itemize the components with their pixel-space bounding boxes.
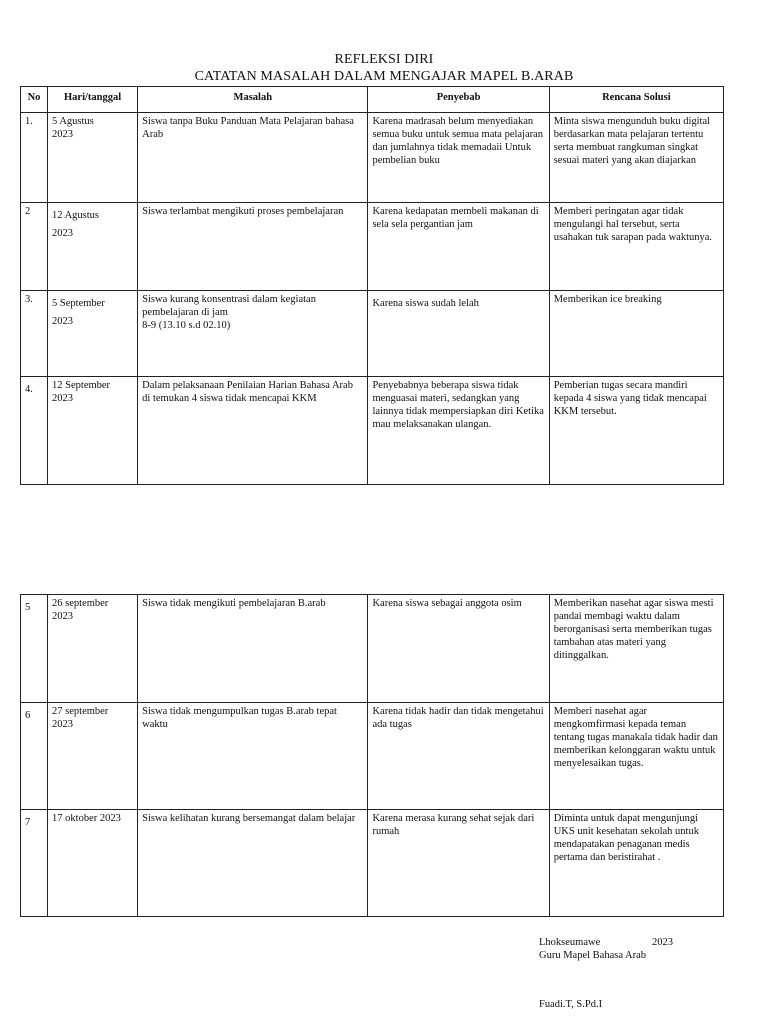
row-date-day: 12 September xyxy=(52,380,111,391)
table-row xyxy=(21,810,724,917)
row-solusi: Memberi peringatan agar tidak mengulangi hal tersebut, serta usahakan tuk sarapan pada waktunya. xyxy=(549,203,723,291)
column-header-penyebab: Penyebab xyxy=(368,87,549,113)
row-date-year: 2023 xyxy=(52,129,74,140)
row-masalah: Siswa kelihatan kurang bersemangat dalam belajar xyxy=(138,810,368,917)
row-date xyxy=(48,203,138,291)
signature-role: Guru Mapel Bahasa Arab xyxy=(539,950,647,961)
row-penyebab: Karena tidak hadir dan tidak mengetahui ada tugas xyxy=(368,703,549,810)
row-solusi: Memberikan ice breaking xyxy=(549,291,723,377)
row-date-day: 5 Agustus xyxy=(52,116,94,127)
row-date: 17 oktober 2023 xyxy=(48,810,138,917)
row-solusi: Diminta untuk dapat mengunjungi UKS unit kesehatan sekolah untuk mendapatakan penaganan medis pertama dan beristirahat . xyxy=(549,810,723,917)
row-solusi: Memberikan nasehat agar siswa mesti pandai membagi waktu dalam berorganisasi serta memberikan tugas tambahan atas materi yang ditinggalkan. xyxy=(549,595,723,703)
table-row xyxy=(21,113,724,203)
row-date xyxy=(48,377,138,485)
reflection-table-continued xyxy=(20,594,724,917)
table-row xyxy=(21,291,724,377)
row-date-year: 2023 xyxy=(52,228,74,239)
row-number-text: 5 xyxy=(25,602,31,613)
row-date-year: 2023 xyxy=(52,316,74,327)
row-solusi: Minta siswa mengunduh buku digital berdasarkan mata pelajaran tertentu serta membuat rangkuman singkat sesuai materi yang akan diajarkan xyxy=(549,113,723,203)
signature-place: Lhokseumawe xyxy=(539,937,601,948)
row-number-text: 4. xyxy=(25,384,33,395)
table-header-row xyxy=(21,87,724,113)
column-header-solusi: Rencana Solusi xyxy=(549,87,723,113)
row-number xyxy=(21,377,48,485)
row-date-day: 27 september xyxy=(52,706,109,717)
row-number xyxy=(21,703,48,810)
row-number: 3. xyxy=(21,291,48,377)
row-date-day: 12 Agustus xyxy=(52,210,99,221)
signature-year: 2023 xyxy=(652,937,673,948)
row-masalah: Siswa tidak mengumpulkan tugas B.arab tepat waktu xyxy=(138,703,368,810)
row-penyebab: Karena madrasah belum menyediakan semua buku untuk semua mata pelajaran dan jumlahnya tidak memadaii Untuk pembelian buku xyxy=(368,113,549,203)
row-date xyxy=(48,703,138,810)
reflection-table xyxy=(20,86,724,485)
row-masalah-text: Siswa kurang konsentrasi dalam kegiatan pembelajaran di jam xyxy=(142,294,316,318)
row-date-year: 2023 xyxy=(52,719,74,730)
table-row xyxy=(21,595,724,703)
column-header-date: Hari/tanggal xyxy=(48,87,138,113)
row-date-day: 5 September xyxy=(52,298,105,309)
row-penyebab: Karena merasa kurang sehat sejak dari rumah xyxy=(368,810,549,917)
row-number-text: 7 xyxy=(25,817,31,828)
signature-name: Fuadi.T, S.Pd.I xyxy=(539,999,603,1010)
row-masalah: Siswa terlambat mengikuti proses pembelajaran xyxy=(138,203,368,291)
row-date xyxy=(48,595,138,703)
row-penyebab: Karena kedapatan membeli makanan di sela sela pergantian jam xyxy=(368,203,549,291)
table-row xyxy=(21,377,724,485)
column-header-masalah: Masalah xyxy=(138,87,368,113)
row-solusi: Memberi nasehat agar mengkomfirmasi kepada teman tentang tugas manakala tidak hadir dan memberikan kelonggaran waktu untuk menyelesaikan tugas. xyxy=(549,703,723,810)
row-number-text: 6 xyxy=(25,710,31,721)
document-subtitle: CATATAN MASALAH DALAM MENGAJAR MAPEL B.ARAB xyxy=(194,69,574,84)
row-masalah: Siswa tidak mengikuti pembelajaran B.arab xyxy=(138,595,368,703)
row-masalah-time: 8-9 (13.10 s.d 02.10) xyxy=(142,320,231,331)
row-penyebab xyxy=(368,291,549,377)
row-date xyxy=(48,113,138,203)
table-row xyxy=(21,203,724,291)
row-number: 1. xyxy=(21,113,48,203)
row-number xyxy=(21,810,48,917)
row-masalah: Siswa tanpa Buku Panduan Mata Pelajaran bahasa Arab xyxy=(138,113,368,203)
column-header-no: No xyxy=(21,87,48,113)
row-masalah: Dalam pelaksanaan Penilaian Harian Bahasa Arab di temukan 4 siswa tidak mencapai KKM xyxy=(138,377,368,485)
row-date-year: 2023 xyxy=(52,393,74,404)
row-number xyxy=(21,595,48,703)
row-penyebab: Karena siswa sebagai anggota osim xyxy=(368,595,549,703)
row-penyebab-text: Karena siswa sudah lelah xyxy=(372,298,479,309)
row-penyebab: Penyebabnya beberapa siswa tidak menguasai materi, sedangkan yang lainnya tidak mempersiapkan diri Ketika mau melaksanakan ulangan. xyxy=(368,377,549,485)
row-number: 2 xyxy=(21,203,48,291)
row-date-day: 26 september xyxy=(52,598,109,609)
row-solusi: Pemberian tugas secara mandiri kepada 4 siswa yang tidak mencapai KKM tersebut. xyxy=(549,377,723,485)
document-title: REFLEKSI DIRI xyxy=(334,52,434,67)
table-row xyxy=(21,703,724,810)
row-date xyxy=(48,291,138,377)
row-date-year: 2023 xyxy=(52,611,74,622)
row-masalah xyxy=(138,291,368,377)
